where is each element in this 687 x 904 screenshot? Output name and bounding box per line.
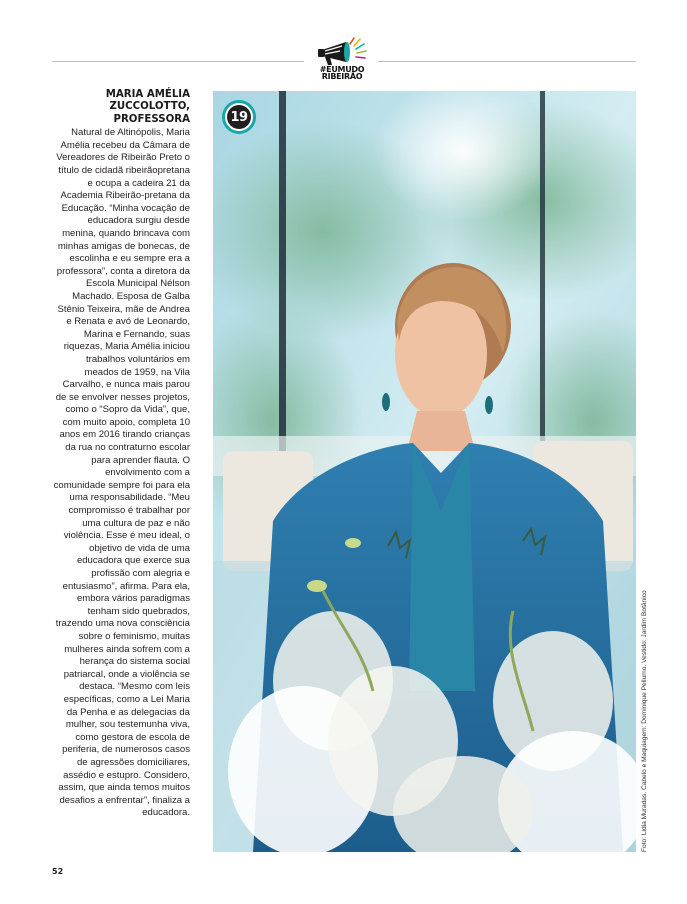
article-column [52, 89, 190, 820]
page-number: 52 [52, 867, 64, 876]
magazine-logo [310, 36, 374, 82]
header-rule-left [52, 61, 304, 62]
header-rule-right [378, 61, 636, 62]
portrait-photo [213, 91, 636, 852]
article-headline: MARIA AMÉLIA ZUCCOLOTTO, PROFESSORA [105, 89, 190, 125]
profile-number: 19 [227, 105, 251, 129]
megaphone-icon [310, 36, 374, 68]
article-body: Natural de Altinópolis, Maria Amélia recebeu da Câmara de Vereadores de Ribeirão Preto o título de cidadã ribeirãopretana e ocupa a cadeira 21 da Academia Ribeirão-pretana da Educação. “Minha vocação de educadora surgiu desde menina, quando brincava com minhas amigas de bonecas, de escolinha e eu sempre era a professora”, conta a diretora da Escola Municipal Nélson Machado. Esposa de Galba Stênio Teixeira, mãe de Andrea e Renata e avó de Leonardo, Marina e Fernando, suas riquezas, Maria Amélia iniciou trabalhos voluntários em meados de 1959, na Vila Carvalho, e nunca mais parou de se envolver nesses projetos, como o “Sopro da Vida”, que, com muito apoio, completa 10 anos em 2016 tirando crianças da rua no contraturno escolar para aprender flauta. O envolvimento com a comunidade sempre foi para ela uma responsabilidade. “Meu compromisso é trabalhar por uma cultura de paz e não violência. Esse é meu ideal, o objetivo de vida de uma educadora que exerce sua profissão com alegria e entusiasmo”, afirma. Para ela, embora vários paradigmas tenham sido quebrados, trazendo uma nova consciência sobre o feminismo, muitas mulheres ainda sofrem com a herança do sistema social patriarcal, onde a violência se destaca. “Mesmo com leis específicas, como a Lei Maria da Penha e as delegacias da mulher, sou testemunha viva, como gestora de escola de periferia, de numerosos casos de agressões domiciliares, assédio e estupro. Considero, assim, que ainda temos muitos desafios a enfrentar”, finaliza a educadora. [53, 127, 190, 819]
photo-credit: Foto: Lidia Muradas. Cabelo e Maquiagem: Dominique Pellumo. Vestido: Jardim Botânico [641, 590, 648, 852]
profile-number-badge [222, 100, 256, 134]
logo-hashtag: #EUMUDO RIBEIRÃO [319, 65, 365, 81]
